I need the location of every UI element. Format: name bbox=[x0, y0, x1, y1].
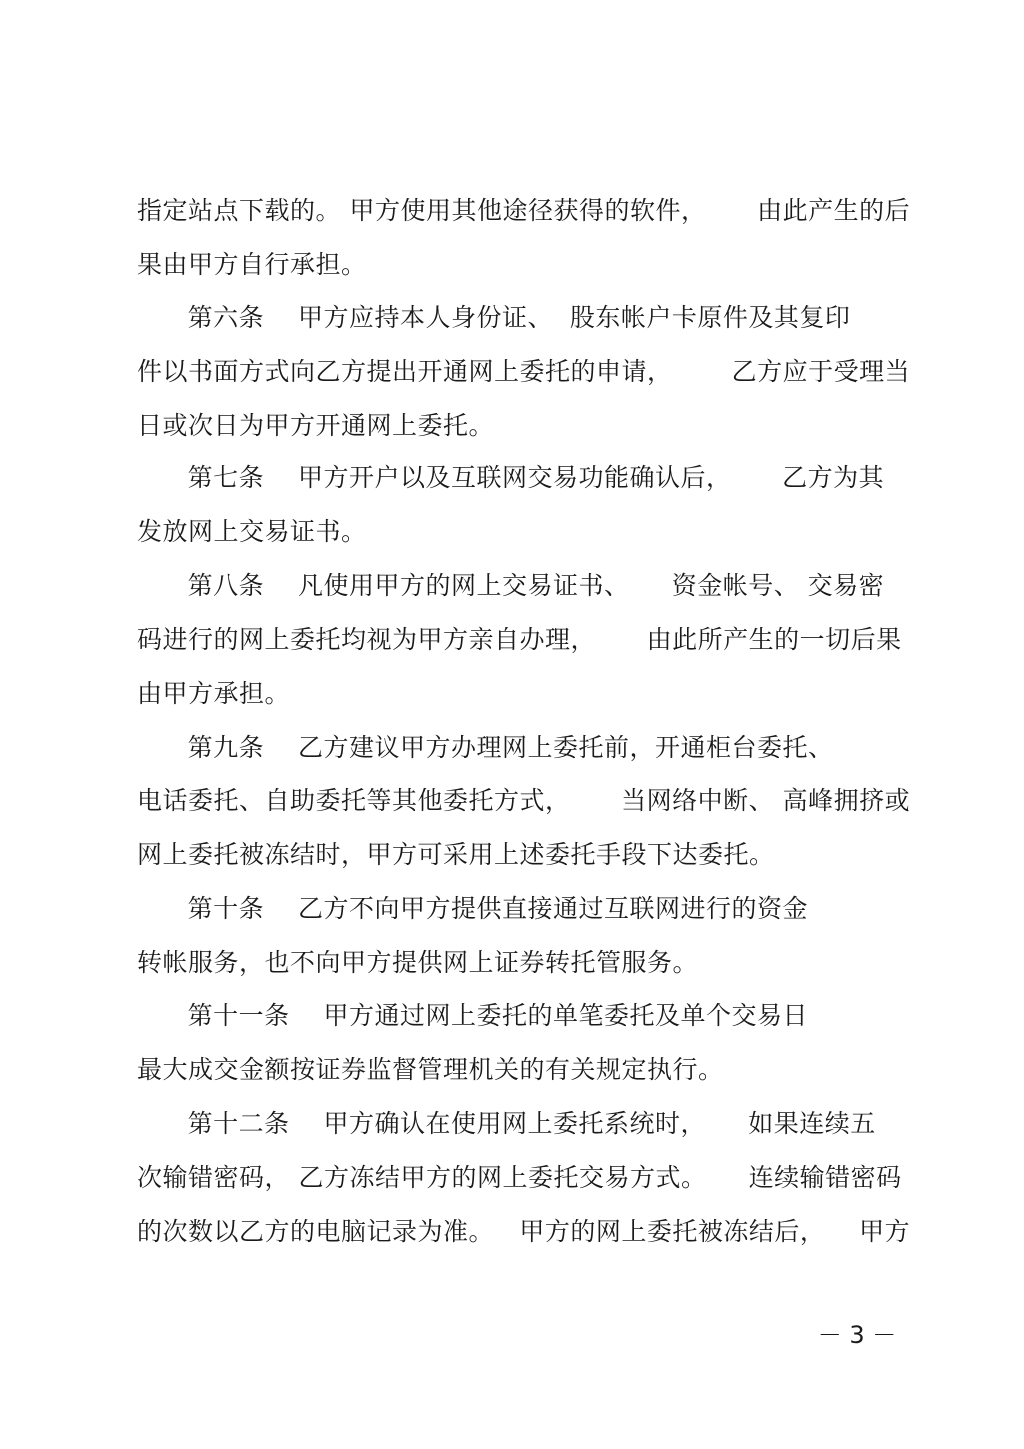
text-line: 的次数以乙方的电脑记录为准。 甲方的网上委托被冻结后， 甲方 bbox=[137, 1217, 911, 1246]
text-line: 最大成交金额按证券监督管理机关的有关规定执行。 bbox=[137, 1055, 724, 1084]
text-line: 第十二条 甲方确认在使用网上委托系统时， 如果连续五 bbox=[137, 1109, 876, 1138]
text-line: 第十条 乙方不向甲方提供直接通过互联网进行的资金 bbox=[137, 894, 808, 923]
page-number: － 3 － bbox=[817, 1321, 897, 1349]
text-line: 转帐服务，也不向甲方提供网上证券转托管服务。 bbox=[137, 948, 699, 977]
text-line: 指定站点下载的。 甲方使用其他途径获得的软件， 由此产生的后 bbox=[137, 196, 911, 225]
text-line: 电话委托、自助委托等其他委托方式， 当网络中断、 高峰拥挤或 bbox=[137, 786, 911, 815]
text-line: 第九条 乙方建议甲方办理网上委托前，开通柜台委托、 bbox=[137, 733, 834, 762]
text-line: 次输错密码， 乙方冻结甲方的网上委托交易方式。 连续输错密码 bbox=[137, 1163, 902, 1192]
text-line: 第八条 凡使用甲方的网上交易证书、 资金帐号、 交易密 bbox=[137, 571, 885, 600]
text-line: 由甲方承担。 bbox=[137, 679, 291, 708]
text-line: 日或次日为甲方开通网上委托。 bbox=[137, 411, 495, 440]
text-line: 第六条 甲方应持本人身份证、 股东帐户卡原件及其复印 bbox=[137, 303, 851, 332]
text-line: 件以书面方式向乙方提出开通网上委托的申请， 乙方应于受理当 bbox=[137, 357, 911, 386]
text-line: 果由甲方自行承担。 bbox=[137, 250, 367, 279]
text-line: 第十一条 甲方通过网上委托的单笔委托及单个交易日 bbox=[137, 1001, 808, 1030]
text-line: 第七条 甲方开户以及互联网交易功能确认后， 乙方为其 bbox=[137, 463, 885, 492]
text-line: 码进行的网上委托均视为甲方亲自办理， 由此所产生的一切后果 bbox=[137, 625, 902, 654]
text-line: 发放网上交易证书。 bbox=[137, 517, 367, 546]
text-line: 网上委托被冻结时，甲方可采用上述委托手段下达委托。 bbox=[137, 840, 775, 869]
